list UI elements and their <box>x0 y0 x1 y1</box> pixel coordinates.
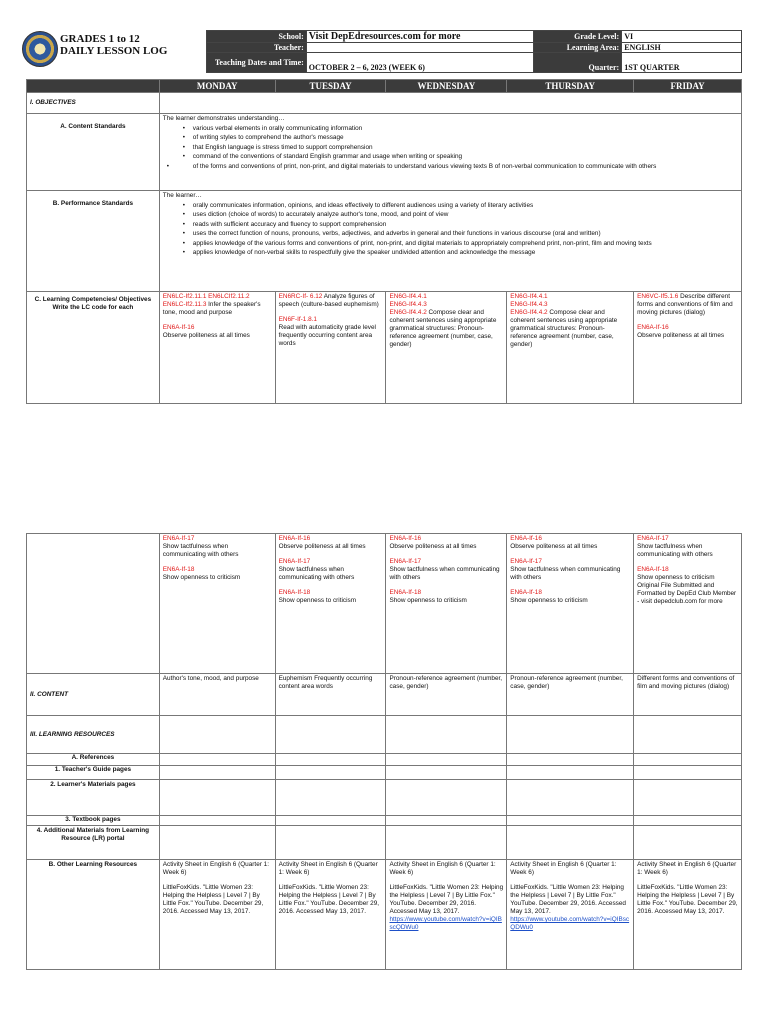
continuation-monday <box>159 534 275 674</box>
competency-wednesday <box>386 292 507 404</box>
credit-note: Original File Submitted and Formatted by DepEd Club Member - visit depedclub.com for more <box>637 582 737 605</box>
lc-text: Observe politeness at all times <box>278 543 366 550</box>
activity-sheet: Activity Sheet in English 6 (Quarter 1: Week 6) <box>637 861 737 876</box>
lc-code: EN6A-If-16 <box>162 324 195 331</box>
lc-text: Show openness to criticism <box>389 597 467 604</box>
lc-code: EN6F-If-1.8.1 <box>278 316 317 323</box>
performance-standards-cell <box>159 191 741 292</box>
day-wednesday: WEDNESDAY <box>386 80 507 93</box>
lc-code: EN6A-If-18 <box>278 589 311 596</box>
lc-code: EN6A-If-18 <box>637 566 669 573</box>
school-value: Visit DepEdresources.com for more <box>306 31 534 43</box>
lr-portal-label: 4. Additional Materials from Learning Resource (LR) portal <box>27 826 160 860</box>
performance-standard-item: • orally communicates information, opinions, and ideas effectively to different audiences using a variety of literary activities <box>193 202 738 210</box>
form-title-line2: DAILY LESSON LOG <box>60 45 168 57</box>
quarter-value: 1ST QUARTER <box>622 53 742 73</box>
citation: LittleFoxKids. "Little Women 23: Helping the Helpless | Level 7 | By Little Fox." YouTube. December 29, 2016. Accessed May 13, 2017. <box>510 884 626 915</box>
lc-text: Show tactfulness when communicating with others <box>637 543 713 558</box>
content-friday: Different forms and conventions of film and moving pictures (dialog) <box>634 674 742 716</box>
form-title-line1: GRADES 1 to 12 <box>60 33 140 45</box>
teacher-label: Teacher: <box>207 43 307 53</box>
objectives-label: I. OBJECTIVES <box>27 93 160 114</box>
activity-sheet: Activity Sheet in English 6 (Quarter 1: Week 6) <box>510 861 617 876</box>
youtube-link[interactable]: https://www.youtube.com/watch?v=iQIBscQDWu0 <box>510 916 630 931</box>
competency-tuesday <box>275 292 386 404</box>
content-standards-cell <box>159 114 741 191</box>
youtube-link[interactable]: https://www.youtube.com/watch?v=iQIBscQDWu0 <box>389 916 502 931</box>
lc-code: EN6A-If-16 <box>637 324 669 331</box>
lc-code: EN6A-If-17 <box>637 535 669 542</box>
day-tuesday: TUESDAY <box>275 80 386 93</box>
lc-code: EN6G-If4.4.2 <box>389 309 427 316</box>
day-monday: MONDAY <box>159 80 275 93</box>
resources-monday <box>159 860 275 970</box>
lc-code: EN6A-If-17 <box>278 558 311 565</box>
continuation-friday <box>634 534 742 674</box>
lc-text: Compose clear and coherent sentences using appropriate grammatical structures: Pronoun-reference agreement (number, case, gender) <box>510 309 618 348</box>
lc-code: EN6A-If-17 <box>510 558 542 565</box>
lc-code: EN6A-If-18 <box>389 589 422 596</box>
content-standard-item: • various verbal elements in orally communicating information <box>193 125 738 133</box>
performance-standard-item: • uses diction (choice of words) to accurately analyze author's tone, mood, and point of view <box>193 211 738 219</box>
lc-code: EN6A-If-16 <box>278 535 311 542</box>
citation: LittleFoxKids. "Little Women 23: Helping the Helpless | Level 7 | By Little Fox." YouTube. December 29, 2016. Accessed May 13, 2017. <box>278 884 380 915</box>
deped-seal-logo <box>22 31 58 67</box>
lesson-log-table-top <box>26 79 742 404</box>
lc-text: Analyze figures of speech (culture-based euphemism) <box>278 293 379 308</box>
lc-code: EN6VC-If5.1.6 <box>637 293 679 300</box>
performance-standard-item: • uses the correct function of nouns, pronouns, verbs, adjectives, and adverbs in general and their functions in various discourse (oral and written) <box>193 230 738 238</box>
citation: LittleFoxKids. "Little Women 23: Helping the Helpless | Level 7 | By Little Fox." YouTube. December 29, 2016. Accessed May 13, 2017. <box>637 884 738 915</box>
day-header-row <box>27 80 742 93</box>
grade-label: Grade Level: <box>534 31 622 43</box>
performance-standards-label: B. Performance Standards <box>27 191 160 292</box>
lc-code: EN6A-If-17 <box>162 535 195 542</box>
day-friday: FRIDAY <box>634 80 742 93</box>
objectives-blank <box>159 93 741 114</box>
lc-text: Show tactfulness when communicating with others <box>278 566 355 581</box>
activity-sheet: Activity Sheet in English 6 (Quarter 1: Week 6) <box>389 861 496 876</box>
lc-text: Show openness to criticism <box>162 574 241 581</box>
citation: LittleFoxKids. "Little Women 23: Helping the Helpless | Level 7 | By Little Fox." YouTube. December 29, 2016. Accessed May 13, 2017. <box>389 884 504 915</box>
competency-friday <box>634 292 742 404</box>
lc-text: Observe politeness at all times <box>389 543 477 550</box>
lc-text: Observe politeness at all times <box>510 543 598 550</box>
grade-value: VI <box>622 31 742 43</box>
competency-thursday <box>507 292 634 404</box>
lc-code: EN6LC-If2.11.3 <box>162 301 207 308</box>
teacher-value <box>306 43 534 53</box>
lc-text: Show openness to criticism <box>637 574 715 581</box>
performance-standard-item: • reads with sufficient accuracy and fluency to support comprehension <box>193 221 738 229</box>
content-wednesday: Pronoun-reference agreement (number, case, gender) <box>386 674 507 716</box>
lc-text: Read with automaticity grade level frequently occurring content area words <box>278 324 376 347</box>
content-standard-item: • command of the conventions of standard English grammar and usage when writing or speaking <box>193 153 738 161</box>
lc-code: EN6A-If-16 <box>389 535 422 542</box>
header-info-table <box>206 30 742 73</box>
day-thursday: THURSDAY <box>507 80 634 93</box>
continuation-wednesday <box>386 534 507 674</box>
area-value: ENGLISH <box>622 43 742 53</box>
lc-text: Show openness to criticism <box>510 597 588 604</box>
lc-code: EN6G-If4.4.1 <box>389 293 427 300</box>
competencies-label: C. Learning Competencies/ Objectives Write the LC code for each <box>27 292 160 404</box>
lc-text: Observe politeness at all times <box>162 332 250 339</box>
resources-thursday <box>507 860 634 970</box>
lc-code: EN6G-If4.4.2 <box>510 309 548 316</box>
lc-code: EN6A-If-16 <box>510 535 542 542</box>
lc-code: EN6G-If4.4.1 <box>510 293 548 300</box>
lc-text: Describe different forms and conventions of film and moving pictures (dialog) <box>637 293 733 316</box>
activity-sheet: Activity Sheet in English 6 (Quarter 1: Week 6) <box>278 861 378 876</box>
lc-code: EN6A-If-17 <box>389 558 422 565</box>
day-header-blank <box>27 80 160 93</box>
lc-text: Compose clear and coherent sentences using appropriate grammatical structures: Pronoun-reference agreement (number, case, gender) <box>389 309 497 348</box>
content-thursday: Pronoun-reference agreement (number, case, gender) <box>507 674 634 716</box>
continuation-tuesday <box>275 534 386 674</box>
performance-standards-intro: The learner… <box>162 192 202 199</box>
competency-monday <box>159 292 275 404</box>
content-standards-label: A. Content Standards <box>27 114 160 191</box>
learners-materials-label: 2. Learner's Materials pages <box>27 780 160 816</box>
activity-sheet: Activity Sheet in English 6 (Quarter 1: Week 6) <box>162 861 269 876</box>
continuation-label-blank <box>27 534 160 674</box>
content-monday: Author's tone, mood, and purpose <box>159 674 275 716</box>
lc-code: EN6A-If-18 <box>162 566 195 573</box>
lc-text: Show tactfulness when communicating with others <box>389 566 500 581</box>
lc-code: EN6G-If4.4.3 <box>510 301 548 308</box>
area-label: Learning Area: <box>534 43 622 53</box>
lc-code: EN6G-If4.4.3 <box>389 301 427 308</box>
content-standard-item: • of the forms and conventions of print, non-print, and digital materials to understand various viewing texts B of non-verbal communication to communicate with others <box>177 163 738 171</box>
lc-text: Infer the speaker's tone, mood and purpose <box>162 301 261 316</box>
lc-code: EN6A-If-18 <box>510 589 542 596</box>
resources-wednesday <box>386 860 507 970</box>
lc-text: Show tactfulness when communicating with others <box>162 543 239 558</box>
references-label: A. References <box>27 754 160 766</box>
school-label: School: <box>207 31 307 43</box>
content-standards-intro: The learner demonstrates understanding… <box>162 115 285 122</box>
performance-standard-item: • applies knowledge of non-verbal skills to respectfully give the speaker undivided attention and acknowledge the message <box>193 249 738 257</box>
textbook-pages-label: 3. Textbook pages <box>27 816 160 826</box>
content-standard-item: • that English language is stress timed to support comprehension <box>193 144 738 152</box>
quarter-label: Quarter: <box>534 53 622 73</box>
teachers-guide-label: 1. Teacher's Guide pages <box>27 766 160 780</box>
lc-text: Show tactfulness when communicating with others <box>510 566 621 581</box>
lesson-log-table-bottom <box>26 533 742 970</box>
resources-tuesday <box>275 860 386 970</box>
content-section-label: II. CONTENT <box>27 674 160 716</box>
lc-text: Show openness to criticism <box>278 597 357 604</box>
continuation-thursday <box>507 534 634 674</box>
form-title <box>60 33 167 57</box>
lc-code: EN6LC-If2.11.1 EN6LCIf2.11.2 <box>162 293 250 300</box>
resources-section-label: III. LEARNING RESOURCES <box>27 716 160 754</box>
citation: LittleFoxKids. "Little Women 23: Helping the Helpless | Level 7 | By Little Fox." YouTube. December 29, 2016. Accessed May 13, 2017. <box>162 884 264 915</box>
lc-text: Observe politeness at all times <box>637 332 725 339</box>
other-resources-label: B. Other Learning Resources <box>27 860 160 970</box>
content-tuesday: Euphemism Frequently occurring content area words <box>275 674 386 716</box>
dates-value: OCTOBER 2 – 6, 2023 (WEEK 6) <box>306 53 534 73</box>
resources-friday <box>634 860 742 970</box>
content-standard-item: • of writing styles to comprehend the author's message <box>193 134 738 142</box>
dates-label: Teaching Dates and Time: <box>207 53 307 73</box>
performance-standard-item: • applies knowledge of the various forms and conventions of print, non-print, and digital materials to appropriately comprehend print, non-print, film and moving texts <box>193 240 738 248</box>
lc-code: EN6RC-If- 6.12 <box>278 293 323 300</box>
